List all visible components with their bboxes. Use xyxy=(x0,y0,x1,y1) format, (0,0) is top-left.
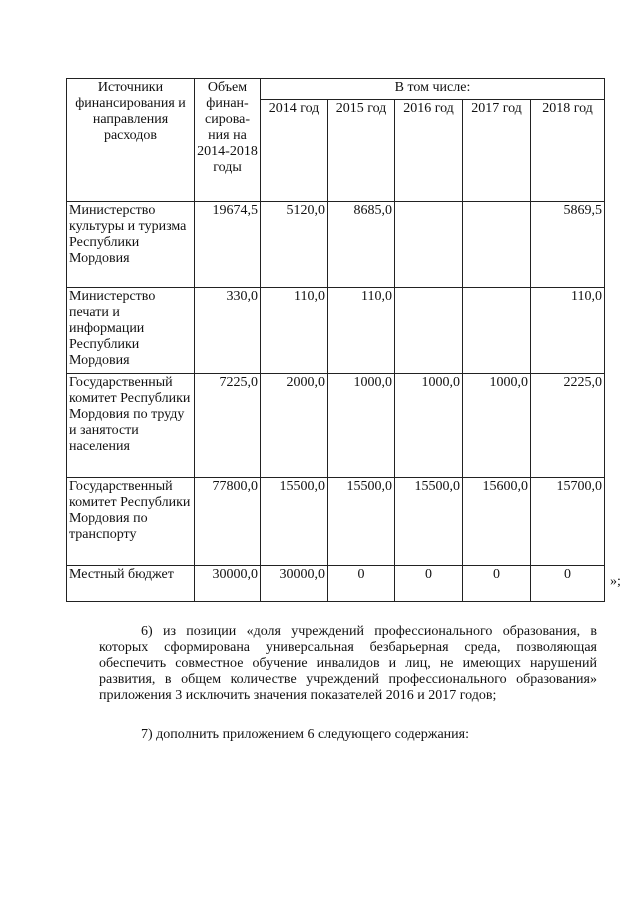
row-2018: 5869,5 xyxy=(531,202,605,288)
row-2014: 110,0 xyxy=(261,288,328,374)
header-year-2018: 2018 год xyxy=(531,100,605,202)
row-2016: 1000,0 xyxy=(395,374,463,478)
row-2015: 110,0 xyxy=(328,288,395,374)
row-2016: 15500,0 xyxy=(395,478,463,566)
closing-quote: »; xyxy=(610,574,621,589)
row-2018: 15700,0 xyxy=(531,478,605,566)
row-2017: 1000,0 xyxy=(463,374,531,478)
row-2016 xyxy=(395,288,463,374)
row-2018: 110,0 xyxy=(531,288,605,374)
header-year-2016: 2016 год xyxy=(395,100,463,202)
paragraph-item-7: 7) дополнить приложением 6 следующего содержания: xyxy=(141,727,469,742)
table-row xyxy=(67,374,605,478)
table-row xyxy=(67,478,605,566)
row-2016: 0 xyxy=(395,566,463,602)
row-2015: 8685,0 xyxy=(328,202,395,288)
table-header-row xyxy=(67,79,605,100)
paragraph-item-6: 6) из позиции «доля учреждений профессионального образования, в которых сформирована универсальная безбарьерная среда, позволяющая обеспечить совместное обучение инвалидов и лиц, не имеющих нарушений развития, в общем количестве учреждений профессионального образования» приложения 3 исключить значения показателей 2016 и 2017 годов; xyxy=(99,624,597,703)
table-row xyxy=(67,288,605,374)
row-volume: 77800,0 xyxy=(195,478,261,566)
row-2014: 2000,0 xyxy=(261,374,328,478)
header-including: В том числе: xyxy=(261,79,605,100)
row-2017: 0 xyxy=(463,566,531,602)
row-source: Государственный комитет Республики Мордовия по транспорту xyxy=(67,478,195,566)
header-year-2015: 2015 год xyxy=(328,100,395,202)
row-2015: 0 xyxy=(328,566,395,602)
header-year-2017: 2017 год xyxy=(463,100,531,202)
row-source: Министерство культуры и туризма Республики Мордовия xyxy=(67,202,195,288)
row-2018: 0 xyxy=(531,566,605,602)
row-volume: 7225,0 xyxy=(195,374,261,478)
row-source: Государственный комитет Республики Мордовия по труду и занятости населения xyxy=(67,374,195,478)
header-source: Источники финансирования и направления расходов xyxy=(67,79,195,202)
table-row xyxy=(67,566,605,602)
row-volume: 30000,0 xyxy=(195,566,261,602)
row-2017 xyxy=(463,288,531,374)
header-year-2014: 2014 год xyxy=(261,100,328,202)
header-volume: Объем финан-сирова-ния на 2014-2018 годы xyxy=(195,79,261,202)
row-source: Министерство печати и информации Республики Мордовия xyxy=(67,288,195,374)
row-source: Местный бюджет xyxy=(67,566,195,602)
row-2014: 15500,0 xyxy=(261,478,328,566)
row-2017: 15600,0 xyxy=(463,478,531,566)
row-2014: 30000,0 xyxy=(261,566,328,602)
row-2017 xyxy=(463,202,531,288)
row-2015: 1000,0 xyxy=(328,374,395,478)
row-2018: 2225,0 xyxy=(531,374,605,478)
row-2015: 15500,0 xyxy=(328,478,395,566)
row-2014: 5120,0 xyxy=(261,202,328,288)
financing-table xyxy=(66,78,605,602)
row-volume: 19674,5 xyxy=(195,202,261,288)
row-2016 xyxy=(395,202,463,288)
row-volume: 330,0 xyxy=(195,288,261,374)
table-row xyxy=(67,202,605,288)
